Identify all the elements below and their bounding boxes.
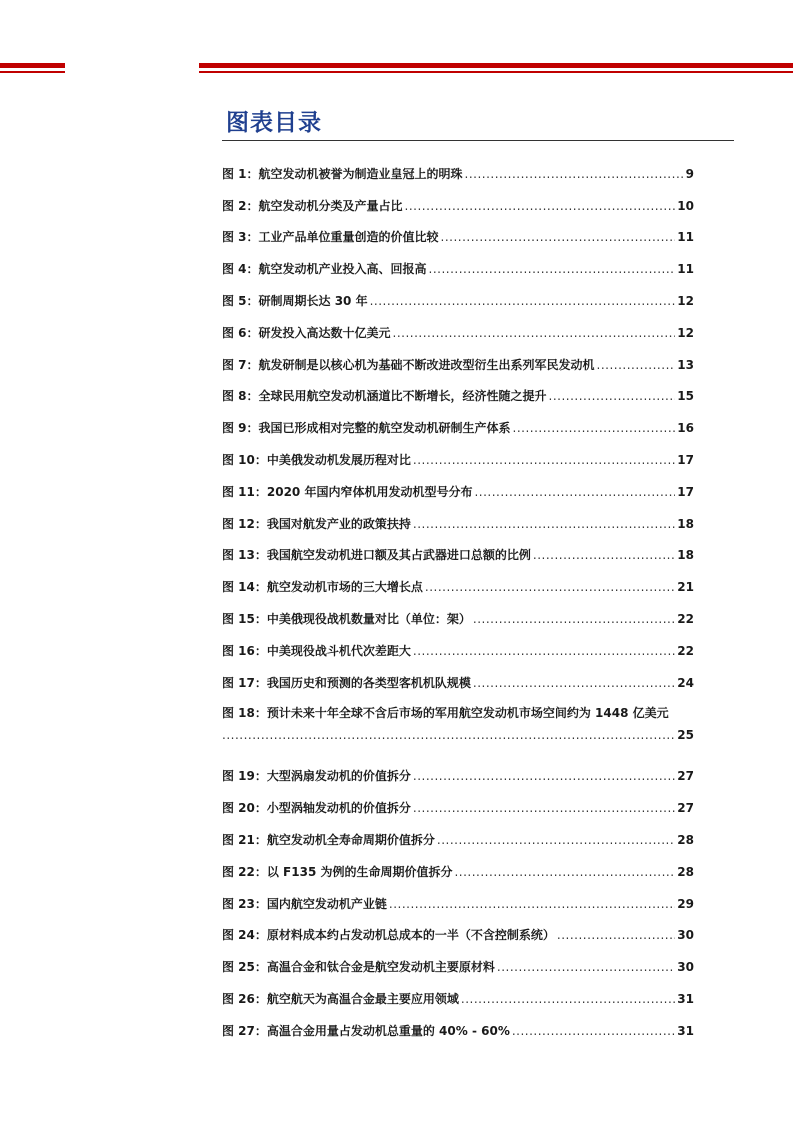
toc-entry-page-number: 17 xyxy=(677,484,694,499)
toc-entry-label: 图 21：航空发动机全寿命周期价值拆分 xyxy=(222,832,435,847)
toc-entry-page-number: 22 xyxy=(677,643,694,658)
dot-leader xyxy=(393,323,676,343)
dot-leader xyxy=(474,482,675,502)
toc-entry-label: 图 12：我国对航发产业的政策扶持 xyxy=(222,516,411,531)
toc-entry-page-number: 15 xyxy=(677,389,694,404)
toc-entry-page-number: 31 xyxy=(677,991,694,1006)
toc-entry-page-number: 27 xyxy=(677,801,694,816)
toc-entry[interactable] xyxy=(222,184,694,216)
toc-entry[interactable] xyxy=(222,850,694,882)
dot-leader xyxy=(222,725,675,745)
toc-entry-label: 图 6：研发投入高达数十亿美元 xyxy=(222,325,391,340)
toc-entry-label: 图 7：航发研制是以核心机为基础不断改进改型衍生出系列军民发动机 xyxy=(222,357,595,372)
toc-entry-label: 图 3：工业产品单位重量创造的价值比较 xyxy=(222,230,439,245)
toc-entry-label: 图 27：高温合金用量占发动机总重量的 40% - 60% xyxy=(222,1023,510,1038)
toc-entry[interactable] xyxy=(222,914,694,946)
toc-entry-page-number: 30 xyxy=(677,928,694,943)
dot-leader xyxy=(497,957,675,977)
toc-entry-label: 图 18：预计未来十年全球不含后市场的军用航空发动机市场空间约为 1448 亿美元 xyxy=(222,705,669,720)
toc-entry-label: 图 19：大型涡扇发动机的价值拆分 xyxy=(222,769,411,784)
toc-entry-label: 图 10：中美俄发动机发展历程对比 xyxy=(222,452,411,467)
toc-entry-page-number: 12 xyxy=(677,293,694,308)
toc-entry-page-number: 9 xyxy=(685,166,694,181)
toc-entry-page-number: 22 xyxy=(677,611,694,626)
toc-entry[interactable] xyxy=(222,343,694,375)
toc-entry[interactable] xyxy=(222,565,694,597)
toc-entry[interactable] xyxy=(222,152,694,184)
toc-entry[interactable] xyxy=(222,216,694,248)
toc-entry-page-number: 11 xyxy=(677,230,694,245)
toc-entry-page-number: 18 xyxy=(677,516,694,531)
toc-entry-page-number: 28 xyxy=(677,864,694,879)
dot-leader xyxy=(513,418,676,438)
dot-leader xyxy=(549,386,676,406)
toc-entry-page-number: 24 xyxy=(677,675,694,690)
toc-entry-label: 图 17：我国历史和预测的各类型客机机队规模 xyxy=(222,675,471,690)
toc-entry-label: 图 4：航空发动机产业投入高、回报高 xyxy=(222,262,427,277)
toc-entry-page-number: 12 xyxy=(677,325,694,340)
toc-entry[interactable] xyxy=(222,945,694,977)
toc-entry-page-number: 25 xyxy=(677,727,694,742)
toc-entry[interactable] xyxy=(222,755,694,787)
toc-entry[interactable] xyxy=(222,882,694,914)
dot-leader xyxy=(413,514,675,534)
dot-leader xyxy=(413,450,675,470)
toc-entry-label: 图 25：高温合金和钛合金是航空发动机主要原材料 xyxy=(222,960,495,975)
toc-entry-page-number: 13 xyxy=(677,357,694,372)
dot-leader xyxy=(389,894,675,914)
dot-leader xyxy=(557,925,675,945)
toc-entry-page-number: 28 xyxy=(677,832,694,847)
toc-entry-page-number: 16 xyxy=(677,421,694,436)
toc-entry[interactable] xyxy=(222,502,694,534)
toc-entry[interactable] xyxy=(222,534,694,566)
dot-leader xyxy=(413,766,675,786)
dot-leader xyxy=(597,355,676,375)
toc-entry-page-number: 31 xyxy=(677,1023,694,1038)
toc-entry[interactable] xyxy=(222,661,694,693)
toc-entry-label: 图 5：研制周期长达 30 年 xyxy=(222,293,368,308)
dot-leader xyxy=(473,609,675,629)
toc-entry-label: 图 22：以 F135 为例的生命周期价值拆分 xyxy=(222,864,453,879)
header-rule-left-thin xyxy=(0,71,65,73)
toc-entry-label: 图 26：航空航天为高温合金最主要应用领域 xyxy=(222,991,459,1006)
dot-leader xyxy=(533,545,675,565)
toc-entry-page-number: 30 xyxy=(677,960,694,975)
dot-leader xyxy=(454,862,675,882)
toc-entry-label: 图 15：中美俄现役战机数量对比（单位：架） xyxy=(222,611,471,626)
toc-entry-label: 图 9：我国已形成相对完整的航空发动机研制生产体系 xyxy=(222,421,511,436)
toc-entry-page-number: 27 xyxy=(677,769,694,784)
toc-entry[interactable] xyxy=(222,470,694,502)
dot-leader xyxy=(512,1021,675,1041)
dot-leader xyxy=(413,641,675,661)
toc-entry[interactable] xyxy=(222,786,694,818)
toc-entry[interactable] xyxy=(222,629,694,661)
toc-entry[interactable] xyxy=(222,818,694,850)
toc-entry[interactable] xyxy=(222,375,694,407)
toc-entry[interactable] xyxy=(222,597,694,629)
toc-entry[interactable] xyxy=(222,406,694,438)
toc-entry-page-number: 11 xyxy=(677,262,694,277)
page-title: 图表目录 xyxy=(226,110,322,136)
dot-leader xyxy=(413,798,675,818)
toc-entry-label: 图 2：航空发动机分类及产量占比 xyxy=(222,198,403,213)
toc-entry[interactable] xyxy=(222,438,694,470)
toc-entry-label: 图 20：小型涡轴发动机的价值拆分 xyxy=(222,801,411,816)
dot-leader xyxy=(473,673,675,693)
toc-entry-label: 图 23：国内航空发动机产业链 xyxy=(222,896,387,911)
toc-entry-label: 图 24：原材料成本约占发动机总成本的一半（不含控制系统） xyxy=(222,928,555,943)
toc-entry-page-number: 21 xyxy=(677,580,694,595)
toc-entry[interactable] xyxy=(222,1009,694,1041)
figure-list xyxy=(222,152,694,1041)
toc-entry-page-number: 29 xyxy=(677,896,694,911)
toc-entry-label: 图 1：航空发动机被誉为制造业皇冠上的明珠 xyxy=(222,166,463,181)
dot-leader xyxy=(429,259,676,279)
toc-entry-page-number: 10 xyxy=(677,198,694,213)
toc-entry[interactable] xyxy=(222,247,694,279)
dot-leader xyxy=(461,989,675,1009)
dot-leader xyxy=(370,291,676,311)
header-rule-right-thin xyxy=(199,71,793,73)
header-rule-right xyxy=(199,63,793,68)
dot-leader xyxy=(441,227,676,247)
toc-entry[interactable] xyxy=(222,703,694,755)
dot-leader xyxy=(465,164,684,184)
dot-leader xyxy=(437,830,675,850)
toc-entry-page-number: 18 xyxy=(677,548,694,563)
title-underline xyxy=(222,140,734,141)
dot-leader xyxy=(425,577,675,597)
toc-entry-page-number: 17 xyxy=(677,452,694,467)
dot-leader xyxy=(405,196,676,216)
toc-entry-label: 图 8：全球民用航空发动机涵道比不断增长，经济性随之提升 xyxy=(222,389,547,404)
toc-entry-label: 图 16：中美现役战斗机代次差距大 xyxy=(222,643,411,658)
toc-entry[interactable] xyxy=(222,977,694,1009)
toc-entry-label: 图 11：2020 年国内窄体机用发动机型号分布 xyxy=(222,484,473,499)
toc-entry-label: 图 14：航空发动机市场的三大增长点 xyxy=(222,580,423,595)
header-rule-left xyxy=(0,63,65,68)
toc-entry[interactable] xyxy=(222,279,694,311)
toc-entry-label: 图 13：我国航空发动机进口额及其占武器进口总额的比例 xyxy=(222,548,531,563)
toc-entry[interactable] xyxy=(222,311,694,343)
